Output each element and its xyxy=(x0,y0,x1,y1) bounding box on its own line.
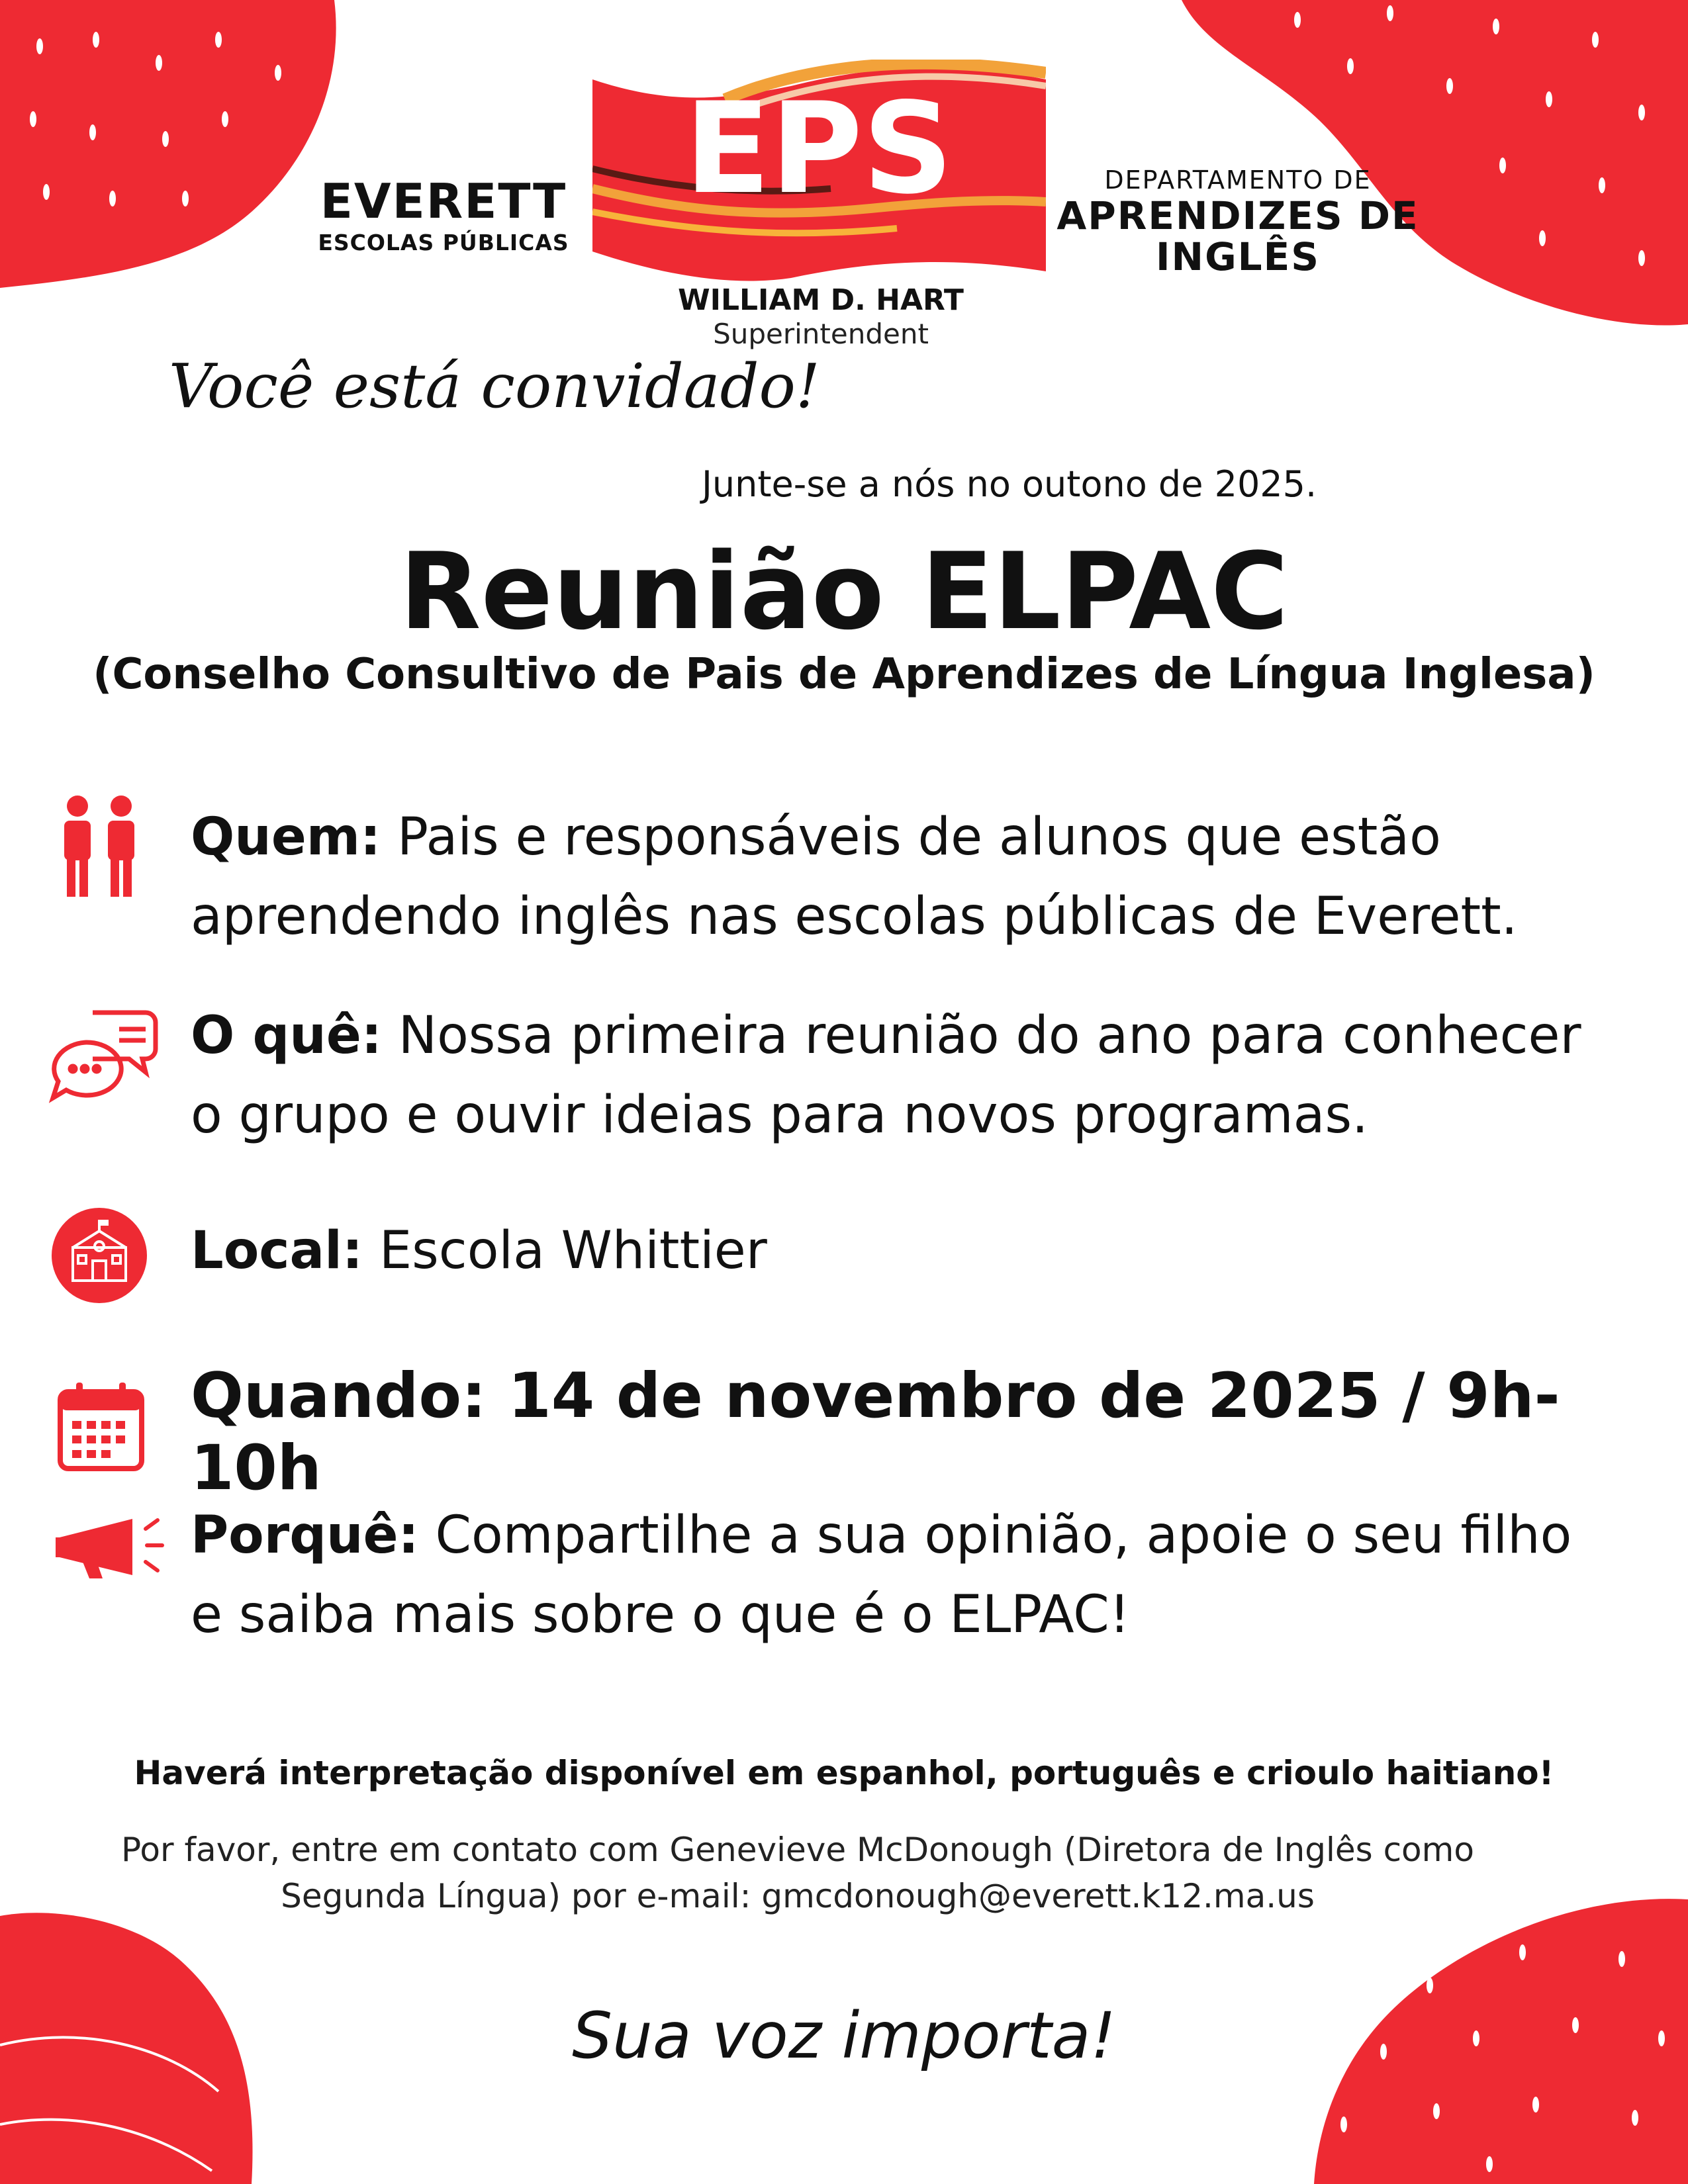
who-text-line1: Pais e responsáveis de alunos que estão xyxy=(381,807,1441,867)
where-section xyxy=(191,1211,1660,1291)
superintendent-name: WILLIAM D. HART xyxy=(678,283,964,317)
invitation-text: Você está convidado! xyxy=(169,351,820,422)
why-text-line1: Compartilhe a sua opinião, apoie o seu filho xyxy=(418,1506,1572,1565)
interpretation-notice: Haverá interpretação disponível em espanhol, português e crioulo haitiano! xyxy=(134,1754,1554,1792)
contact-line1: Por favor, entre em contato com Genevieve McDonough (Diretora de Inglês como xyxy=(121,1831,1474,1869)
megaphone-icon xyxy=(53,1512,185,1588)
department-label: DEPARTAMENTO DE xyxy=(1104,165,1372,195)
everett-title: EVERETT xyxy=(320,173,567,229)
what-label: O quê: xyxy=(191,1006,382,1066)
page-title: Reunião ELPAC xyxy=(399,529,1289,653)
why-text-line2: e saiba mais sobre o que é o ELPAC! xyxy=(191,1585,1130,1645)
join-text: Junte-se a nós no outono de 2025. xyxy=(702,463,1317,505)
superintendent-title: Superintendent xyxy=(713,318,929,350)
when-text: Quando: 14 de novembro de 2025 / 9h-10h xyxy=(191,1360,1560,1504)
what-section xyxy=(191,996,1660,1155)
where-text: Escola Whittier xyxy=(363,1221,767,1281)
what-text-line2: o grupo e ouvir ideias para novos programas. xyxy=(191,1085,1368,1145)
who-section xyxy=(191,797,1660,956)
calendar-icon xyxy=(56,1380,146,1475)
what-text-line1: Nossa primeira reunião do ano para conhecer xyxy=(381,1006,1581,1066)
everett-subtitle: ESCOLAS PÚBLICAS xyxy=(318,230,569,255)
page-subtitle: (Conselho Consultivo de Pais de Aprendizes de Língua Inglesa) xyxy=(93,650,1595,699)
who-text-line2: aprendendo inglês nas escolas públicas de Everett. xyxy=(191,887,1518,946)
why-section xyxy=(191,1496,1660,1655)
contact-info xyxy=(99,1827,1496,1919)
why-label: Porquê: xyxy=(191,1506,419,1565)
eps-logo xyxy=(592,60,1046,285)
school-icon xyxy=(52,1208,148,1306)
where-label: Local: xyxy=(191,1221,363,1281)
department-name-line2: INGLÊS xyxy=(1155,234,1321,279)
people-icon xyxy=(56,794,142,903)
chat-bubbles-icon xyxy=(46,1006,159,1108)
who-label: Quem: xyxy=(191,807,381,867)
contact-line2: Segunda Língua) por e-mail: gmcdonough@everett.k12.ma.us xyxy=(281,1877,1315,1915)
department-name xyxy=(1046,195,1430,277)
footer-slogan: Sua voz importa! xyxy=(572,1999,1116,2073)
department-name-line1: APRENDIZES DE xyxy=(1056,193,1419,238)
eps-logo-text: EPS xyxy=(684,75,953,222)
